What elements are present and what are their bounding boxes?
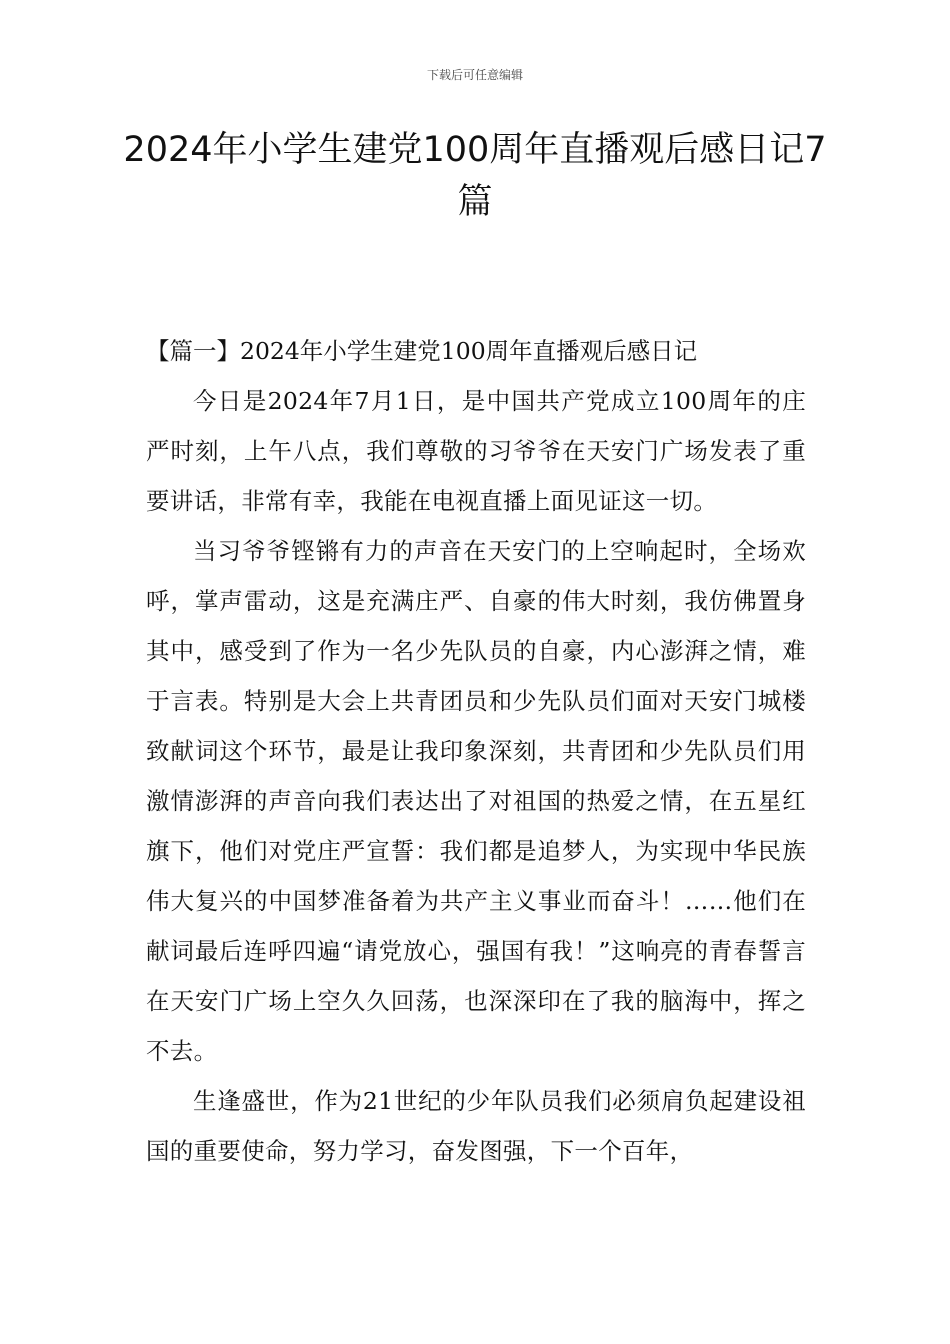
document-title: 2024年小学生建党100周年直播观后感日记7篇: [123, 130, 827, 222]
section-heading: 【篇一】2024年小学生建党100周年直播观后感日记: [146, 337, 698, 365]
header-note: 下载后可任意编辑: [426, 68, 523, 82]
paragraph-1: 今日是2024年7月1日，是中国共产党成立100周年的庄严时刻，上午八点，我们尊敬的习爷爷在天安门广场发表了重要讲话，非常有幸，我能在电视直播上面见证这一切。: [146, 387, 806, 515]
document-body: [146, 326, 806, 1176]
paragraph-2: 当习爷爷铿锵有力的声音在天安门的上空响起时，全场欢呼，掌声雷动，这是充满庄严、自豪的伟大时刻，我仿佛置身其中，感受到了作为一名少先队员的自豪，内心澎湃之情，难于言表。特别是大会上共青团员和少先队员们面对天安门城楼致献词这个环节，最是让我印象深刻，共青团和少先队员们用激情澎湃的声音向我们表达出了对祖国的热爱之情，在五星红旗下，他们对党庄严宣誓：我们都是追梦人，为实现中华民族伟大复兴的中国梦准备着为共产主义事业而奋斗！……他们在献词最后连呼四遍“请党放心，强国有我！”这响亮的青春誓言在天安门广场上空久久回荡，也深深印在了我的脑海中，挥之不去。: [146, 537, 806, 1065]
paragraph-3: 生逢盛世，作为21世纪的少年队员我们必须肩负起建设祖国的重要使命，努力学习，奋发图强，下一个百年，: [146, 1087, 806, 1165]
